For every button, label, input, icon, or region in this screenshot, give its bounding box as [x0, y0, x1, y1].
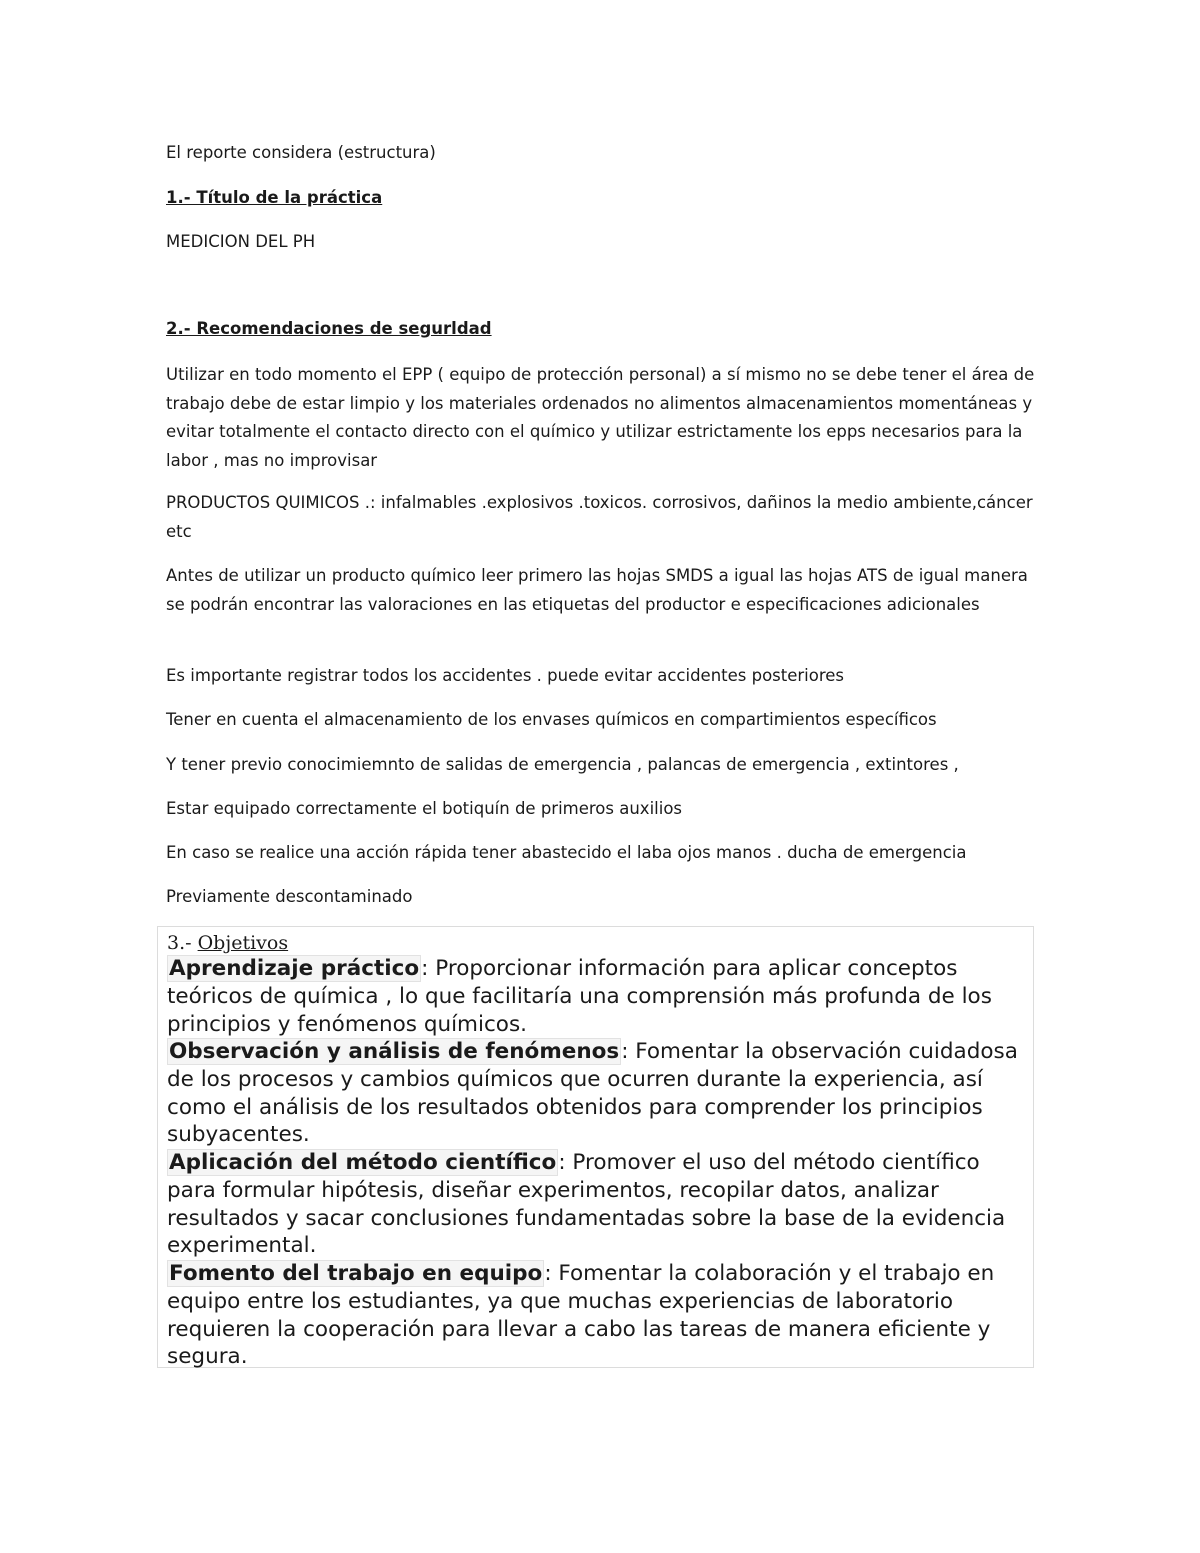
section-3-title: Objetivos	[197, 932, 289, 954]
objective-text: : Proporcionar información para aplicar conceptos teóricos de química , lo que facilitaría una comprensión más profunda de los principios y fenómenos químicos.	[167, 956, 992, 1037]
objective-text: : Promover el uso del método científico para formular hipótesis, diseñar experimentos, recopilar datos, analizar resultados y sacar conclusiones fundamentadas sobre la base de la evidencia experimental.	[167, 1150, 1006, 1259]
safety-paragraph: Previamente descontaminado	[166, 887, 413, 906]
safety-paragraph: Antes de utilizar un producto químico leer primero las hojas SMDS a igual las hojas ATS de igual manera se podrán encontrar las valoraciones en las etiquetas del productor e especificaciones adicionales	[166, 566, 1028, 614]
objective-item	[167, 1149, 1029, 1260]
safety-paragraph: Estar equipado correctamente el botiquín de primeros auxilios	[166, 799, 683, 818]
safety-paragraph: Es importante registrar todos los accidentes . puede evitar accidentes posteriores	[166, 666, 845, 685]
objective-item	[167, 955, 1029, 1038]
objectives-box	[157, 926, 1034, 1368]
safety-paragraph: Y tener previo conocimiemnto de salidas de emergencia , palancas de emergencia , extintores ,	[166, 755, 959, 774]
objective-text: : Fomentar la observación cuidadosa de los procesos y cambios químicos que ocurren durante la experiencia, así como el análisis de los resultados obtenidos para comprender los principios subyacentes.	[167, 1039, 1018, 1148]
section-3-number: 3.-	[167, 932, 198, 954]
objective-term: Aplicación del método científico	[169, 1150, 557, 1175]
safety-paragraph: En caso se realice una acción rápida tener abastecido el laba ojos manos . ducha de emergencia	[166, 843, 967, 862]
section-1-heading: 1.- Título de la práctica	[166, 188, 383, 207]
safety-paragraph: Tener en cuenta el almacenamiento de los envases químicos en compartimientos específicos	[166, 710, 937, 729]
section-2-heading: 2.- Recomendaciones de segurldad	[166, 319, 492, 338]
practice-title: MEDICION DEL PH	[166, 232, 316, 251]
objective-term: Aprendizaje práctico	[169, 956, 420, 981]
safety-paragraph: PRODUCTOS QUIMICOS .: infalmables .explosivos .toxicos. corrosivos, dañinos la medio ambiente,cáncer etc	[166, 493, 1033, 541]
objective-item	[167, 1260, 1029, 1371]
intro-line: El reporte considera (estructura)	[166, 143, 436, 162]
objective-term: Fomento del trabajo en equipo	[169, 1261, 543, 1286]
objective-term: Observación y análisis de fenómenos	[169, 1039, 620, 1064]
objective-item	[167, 1038, 1029, 1149]
safety-paragraph: Utilizar en todo momento el EPP ( equipo de protección personal) a sí mismo no se debe tener el área de trabajo debe de estar limpio y los materiales ordenados no alimentos almacenamientos momentáneas y evitar totalmente el contacto directo con el químico y utilizar estrictamente los epps necesarios para la labor , mas no improvisar	[166, 365, 1035, 470]
objective-text: : Fomentar la colaboración y el trabajo en equipo entre los estudiantes, ya que muchas experiencias de laboratorio requieren la cooperación para llevar a cabo las tareas de manera eficiente y segura.	[167, 1261, 995, 1370]
section-3-heading	[167, 931, 288, 955]
